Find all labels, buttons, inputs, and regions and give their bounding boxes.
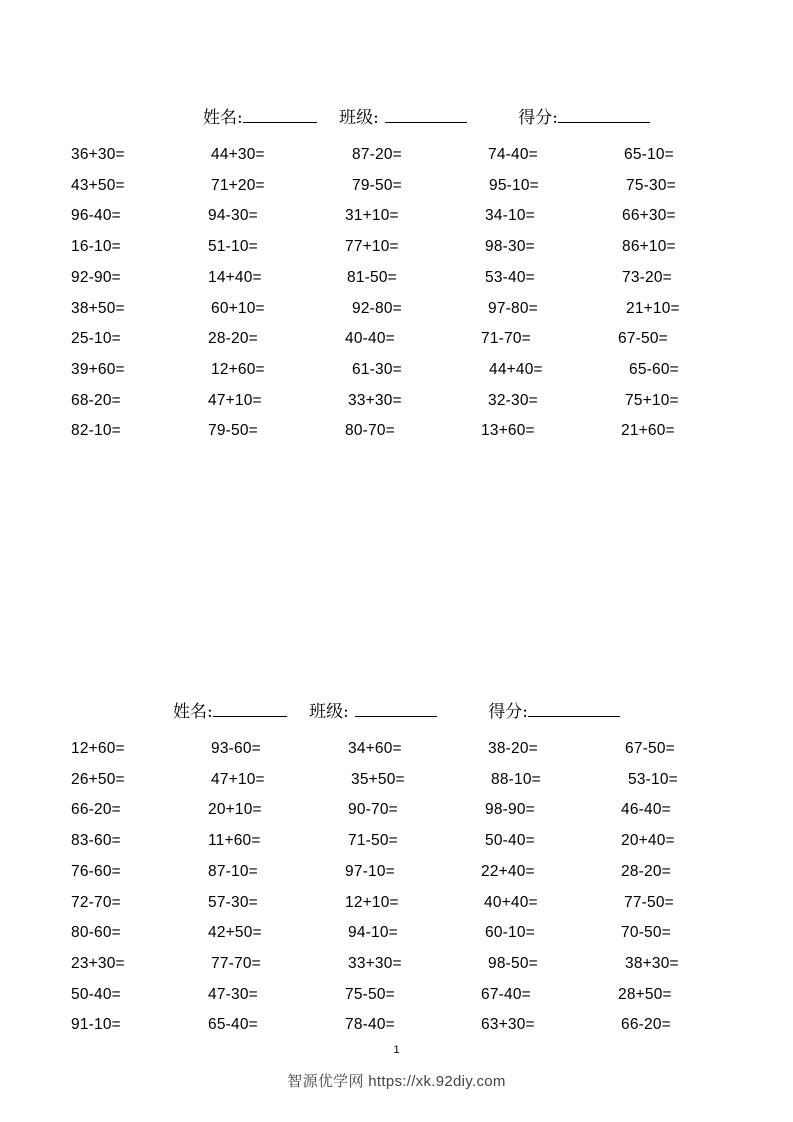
- math-problem: 86+10=: [622, 238, 676, 256]
- math-problem: 63+30=: [481, 1016, 535, 1034]
- math-problem: 76-60=: [71, 862, 121, 880]
- math-problem: 28-20=: [208, 330, 258, 348]
- score-blank-line: [528, 700, 620, 717]
- math-problem: 60-10=: [485, 924, 535, 942]
- math-problem: 75-50=: [345, 985, 395, 1003]
- math-problem: 60+10=: [211, 299, 265, 317]
- math-problem: 13+60=: [481, 422, 535, 440]
- math-problem: 71-50=: [348, 832, 398, 850]
- score-label: 得分:: [488, 702, 529, 722]
- page-number: 1: [393, 1044, 400, 1056]
- math-problem: 28+50=: [618, 985, 672, 1003]
- math-problem: 67-50=: [625, 740, 675, 757]
- math-problem: 26+50=: [71, 770, 125, 788]
- math-problem: 74-40=: [488, 146, 538, 163]
- class-label: 班级:: [309, 702, 349, 722]
- math-problem: 11+60=: [208, 832, 261, 850]
- math-problem: 53-10=: [628, 770, 678, 788]
- math-problem: 33+30=: [348, 391, 402, 409]
- math-problem: 95-10=: [489, 176, 539, 194]
- math-problem: 28-20=: [621, 862, 671, 880]
- math-problem: 93-60=: [211, 740, 261, 757]
- math-problem: 32-30=: [488, 391, 538, 409]
- math-problem: 51-10=: [208, 238, 258, 256]
- math-problem: 25-10=: [71, 330, 121, 348]
- math-problem: 12+60=: [211, 360, 265, 378]
- math-problem: 98-90=: [485, 801, 535, 819]
- math-problem: 36+30=: [71, 146, 125, 163]
- math-problem: 66-20=: [71, 801, 121, 819]
- math-problem: 53-40=: [485, 268, 535, 286]
- math-problem: 67-40=: [481, 985, 531, 1003]
- math-problem: 12+60=: [71, 740, 125, 757]
- math-problem: 79-50=: [208, 422, 258, 440]
- math-problem: 34-10=: [485, 207, 535, 225]
- math-problem: 80-60=: [71, 924, 121, 942]
- math-problem: 73-20=: [622, 268, 672, 286]
- math-problem: 65-40=: [208, 1016, 258, 1034]
- score-blank-line: [558, 106, 650, 123]
- math-problem: 65-60=: [629, 360, 679, 378]
- math-problem: 67-50=: [618, 330, 668, 348]
- math-problem: 94-30=: [208, 207, 258, 225]
- math-problem: 44+30=: [211, 146, 265, 163]
- class-label: 班级:: [339, 108, 379, 128]
- math-problem: 65-10=: [624, 146, 674, 163]
- math-problem: 72-70=: [71, 893, 121, 911]
- math-problem: 57-30=: [208, 893, 258, 911]
- math-problem: 38+30=: [625, 954, 679, 972]
- math-problem: 38-20=: [488, 740, 538, 757]
- math-problem: 71-70=: [481, 330, 531, 348]
- math-problem: 66-20=: [621, 1016, 671, 1034]
- math-problem: 35+50=: [351, 770, 405, 788]
- name-label: 姓名:: [203, 108, 243, 128]
- math-problem: 16-10=: [71, 238, 121, 256]
- name-blank-line: [213, 700, 287, 717]
- math-problem: 42+50=: [208, 924, 262, 942]
- math-problem: 97-10=: [345, 862, 395, 880]
- math-problem: 40-40=: [345, 330, 395, 348]
- math-problem: 12+10=: [345, 893, 399, 911]
- math-problem: 87-20=: [352, 146, 402, 163]
- math-problem: 83-60=: [71, 832, 121, 850]
- math-problem: 90-70=: [348, 801, 398, 819]
- math-problem: 31+10=: [345, 207, 399, 225]
- math-problem: 21+60=: [621, 422, 675, 440]
- math-problem: 14+40=: [208, 268, 262, 286]
- math-problem: 97-80=: [488, 299, 538, 317]
- score-label: 得分:: [518, 108, 559, 128]
- class-blank-line: [355, 700, 437, 717]
- math-problem: 98-30=: [485, 238, 535, 256]
- math-problem: 68-20=: [71, 391, 121, 409]
- name-label: 姓名:: [173, 702, 213, 722]
- math-problem: 94-10=: [348, 924, 398, 942]
- math-problem: 47-30=: [208, 985, 258, 1003]
- math-problem: 33+30=: [348, 954, 402, 972]
- math-problem: 50-40=: [485, 832, 535, 850]
- math-problem: 50-40=: [71, 985, 121, 1003]
- math-problem: 88-10=: [491, 770, 541, 788]
- math-problem: 44+40=: [489, 360, 543, 378]
- math-problem: 34+60=: [348, 740, 402, 757]
- math-problem: 77-70=: [211, 954, 261, 972]
- math-problem: 92-80=: [352, 299, 402, 317]
- math-problem: 22+40=: [481, 862, 535, 880]
- math-problem: 61-30=: [352, 360, 402, 378]
- math-problem: 87-10=: [208, 862, 258, 880]
- math-problem: 46-40=: [621, 801, 671, 819]
- math-problem: 81-50=: [347, 268, 397, 286]
- math-problem: 20+10=: [208, 801, 262, 819]
- math-problem: 78-40=: [345, 1016, 395, 1034]
- math-problem: 47+10=: [208, 391, 262, 409]
- math-problem: 75-30=: [626, 176, 676, 194]
- math-problem: 40+40=: [484, 893, 538, 911]
- math-problem: 77+10=: [345, 238, 399, 256]
- math-problem: 38+50=: [71, 299, 125, 317]
- math-problem: 70-50=: [621, 924, 671, 942]
- math-problem: 66+30=: [622, 207, 676, 225]
- math-problem: 47+10=: [211, 770, 265, 788]
- math-problem: 91-10=: [71, 1016, 121, 1034]
- math-problem: 20+40=: [621, 832, 675, 850]
- sheet1-header: [203, 106, 650, 128]
- math-problem: 43+50=: [71, 176, 125, 194]
- math-problem: 21+10=: [626, 299, 680, 317]
- math-problem: 92-90=: [71, 268, 121, 286]
- footer-watermark: 智源优学网 https://xk.92diy.com: [287, 1073, 506, 1090]
- math-problem: 23+30=: [71, 954, 125, 972]
- math-problem: 80-70=: [345, 422, 395, 440]
- math-problem: 98-50=: [488, 954, 538, 972]
- math-problem: 39+60=: [71, 360, 125, 378]
- math-problem: 77-50=: [624, 893, 674, 911]
- math-problem: 75+10=: [625, 391, 679, 409]
- sheet2-header: [173, 700, 620, 722]
- math-problem: 96-40=: [71, 207, 121, 225]
- math-problem: 82-10=: [71, 422, 121, 440]
- name-blank-line: [243, 106, 317, 123]
- math-problem: 71+20=: [211, 176, 265, 194]
- math-problem: 79-50=: [352, 176, 402, 194]
- class-blank-line: [385, 106, 467, 123]
